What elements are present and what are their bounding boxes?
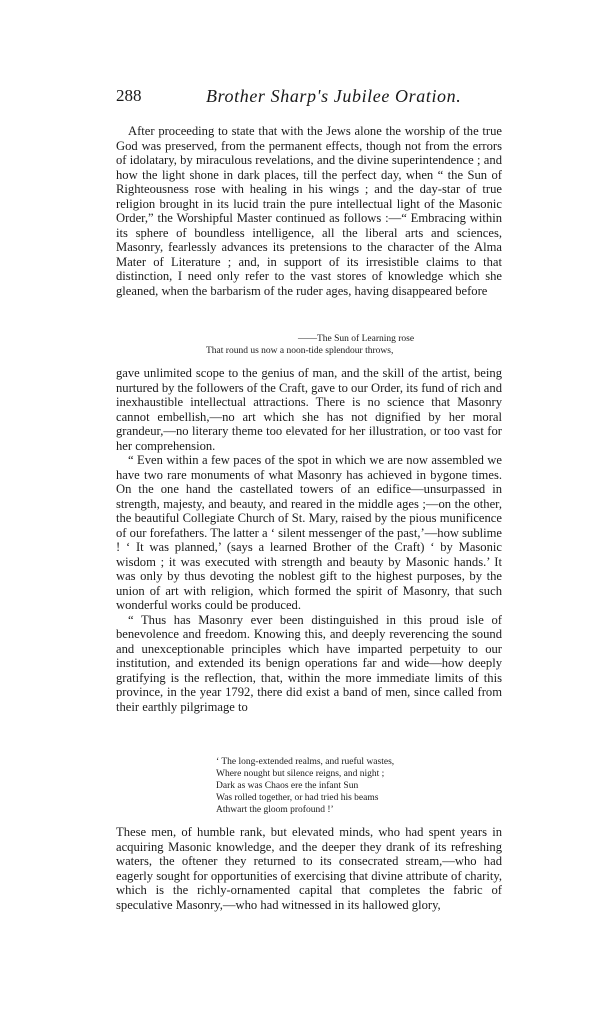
page-header bbox=[116, 86, 516, 112]
paragraph-1: After proceeding to state that with the Jews alone the worship of the true God was preserved, from the permanent effects, though not from the errors of idolatary, by miraculous revelations, and the divine superintendence ; and how the light shone in dark places, till the perfect day, when “ the Sun of Righteousness rose with healing in his wings ; and the day-star of true religion brought in its lucid train the pure intellectual light of the Masonic Order,” the Worshipful Master continued as follows :—“ Embracing within its sphere of boundless intelligence, all the liberal arts and sciences, Masonry, fearlessly advances its pretensions to the character of the Alma Mater of Literature ; and, in support of its irresistible claims to that distinction, I need only refer to the vast stores of knowledge which she gleaned, when the barbarism of the ruder ages, having disappeared before bbox=[116, 124, 502, 298]
paragraph-5: These men, of humble rank, but elevated minds, who had spent years in acquiring Masonic knowledge, and the deeper they drank of its refreshing waters, the oftener they returned to its consecrated stream,—who had eagerly sought for opportunities of exercising that divine attribute of charity, which is the richly-ornamented capital that completes the fabric of speculative Masonry,—who had witnessed in its hallowed glory, bbox=[116, 825, 502, 912]
paragraph-3: “ Even within a few paces of the spot in which we are now assembled we have two rare monuments of what Masonry has achieved in bygone times. On the one hand the castellated towers of an edifice—unsurpassed in strength, majesty, and beauty, and reared in the middle ages ;—on the other, the beautiful Collegiate Church of St. Mary, raised by the pious munificence of our forefathers. The latter a ‘ silent messenger of the past,’—how sublime ! ‘ It was planned,’ (says a learned Brother of the Craft) ‘ by Masonic wisdom ; it was executed with strength and beauty by Masonic hands.’ It was only by thus devoting the noblest gift to the highest purposes, by the union of art with religion, which formed the spirit of Masonry, that such wonderful works could be produced. bbox=[116, 453, 502, 612]
verse-quote-1 bbox=[206, 333, 506, 357]
paragraph-2: gave unlimited scope to the genius of man, and the skill of the artist, being nurtured by the followers of the Craft, gave to our Order, its fund of rich and inexhaustible intellectual attractions. There is no science that Masonry cannot embellish,—no art which she has not dignified by her moral grandeur,—no literary theme too elevated for her illustration, or too vast for her comprehension. bbox=[116, 366, 502, 453]
verse-line: Athwart the gloom profound !’ bbox=[216, 805, 334, 815]
paragraph-4: “ Thus has Masonry ever been distinguished in this proud isle of benevolence and freedom. Knowing this, and deeply reverencing the sound and unexceptionable principles which have imparted perpetuity to our institution, and extended its benign operations far and wide—how deeply gratifying is the reflection, that, within the more immediate limits of this province, in the year 1792, there did exist a band of men, since called from their earthly pilgrimage to bbox=[116, 612, 502, 714]
verse-line: Was rolled together, or had tried his beams bbox=[216, 793, 379, 803]
paragraph-1-block bbox=[116, 124, 502, 298]
paragraph-5-block bbox=[116, 825, 502, 912]
verse-line: ——The Sun of Learning rose bbox=[298, 334, 415, 344]
verse-quote-2 bbox=[216, 756, 476, 816]
verse-line: ‘ The long-extended realms, and rueful wastes, bbox=[216, 757, 395, 767]
body-text-block bbox=[116, 366, 502, 714]
page-number: 288 bbox=[116, 86, 142, 105]
verse-line: Dark as was Chaos ere the infant Sun bbox=[216, 781, 359, 791]
verse-line: That round us now a noon-tide splendour throws, bbox=[206, 346, 394, 356]
running-title: Brother Sharp's Jubilee Oration. bbox=[206, 86, 462, 106]
verse-line: Where nought but silence reigns, and night ; bbox=[216, 769, 385, 779]
